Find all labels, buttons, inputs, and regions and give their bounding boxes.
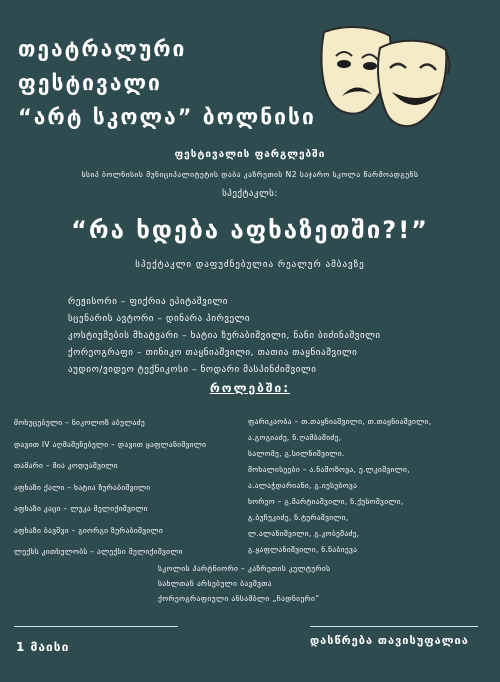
theater-masks-icon [316,22,452,132]
role-item: ა.გოგიაძე, ნ.ღამბაშიძე, [248,433,342,442]
footer-divider [310,626,478,627]
role-item: აფხაზი ქალი – ხატია ზურაბიშვილი [14,482,151,492]
role-item: აფხაზი კაცი – ლუკა მელიქიშვილი [14,504,148,513]
role-item: დავით IV აღმაშენებელი – დავით ყაფლანიშვილი [14,439,207,449]
festival-title-line: “არტ სკოლა” ბოლნისი [18,105,316,129]
festival-title-line: თეატრალური [18,37,187,61]
happy-mask [378,41,450,126]
roles-list-right [248,414,431,558]
role-item: ხორეო – გ.მარტიაშვილი, ნ.ქუსოშვილი, [248,497,404,506]
crew-item: კოსტიუმების მხატვარი – ხატია ზურაბიშვილი, ნანი ბიძინაშვილი [68,331,381,341]
role-item: გ.ბუჩუკიძე, ნ.ტურაშვილი, [248,513,349,522]
play-title: “რა ხდება აფხაზეთში?!” [71,216,429,244]
partner-line: სახლთან არსებული ბავშვთა [158,579,272,588]
crew-item: სცენარის ავტორი – დინარა პირველი [68,314,251,324]
intro-line: სსიპ ბოლნისის მუნიციპალიტეტის დაბა კაზრეთის N2 საჯარო სკოლა წარმოადგენს [81,170,419,179]
role-item: მოხალისეები – ა.ნამოზოვა, ე.ლკიშვილი, [248,465,410,474]
crew-list [68,294,381,379]
festival-title-line: ფესტივალი [18,71,162,95]
role-item: ლექსს კითხულობს – ალექსი მელიქიშვილი [14,547,183,556]
role-item: ა.ალაჭდარიანი, გ.იუსუბოვა [248,481,358,490]
crew-item: ქორეოგრაფი – თინიკო თაყნიაშვილი, თათია თაყნიაშვილი [68,348,358,358]
intro-heading: ფესტივალის ფარგლებში [174,149,326,160]
crew-item: აუდიო/ვიდეო ტექნიკოსი – ნოდარი მასპინძიშვილი [68,365,317,375]
free-entry-note: დასწრება თავისუფალია [310,634,469,647]
partner-line: ქორეოგრაფიული ანსამბლი „ჩადნიერი“ [158,594,320,603]
role-item: ფარიკაობა – თ.თაყნიაშვილი, თ.თაყნიაშვილი, [248,417,432,426]
intro-line: სპექტაკლს: [222,189,278,199]
event-date: 1 მაისი [16,640,70,654]
play-note: სპექტაკლი დაფუძნებულია რეალურ ამბავზე [135,260,365,270]
roles-list-left [14,412,206,563]
role-item: გ.ყაფლანიშვილი, ნ.ნაბიევა [248,545,358,554]
role-item: სალომე, გ.სილნიშვილი. [248,449,345,458]
crew-item: რეჟისორი – ფიქრია ეპიტაშვილი [68,297,229,307]
partners-block [158,561,330,606]
roles-heading: როლებში: [209,381,291,395]
role-item: აფხაზი ბავშვი – გიორგი ზურაბიშვილი [14,525,164,535]
festival-title [18,32,316,134]
partner-line: სკოლის პარტნიორი – კაზრეთის კულტურის [158,564,331,573]
role-item: მოხუცებული – ნიკოლოზ აბულაძე [14,418,145,427]
role-item: ლ.ალანიშვილი, გ.კობეშაძე, [248,529,360,538]
footer-divider [14,626,178,627]
role-item: თამარი – მია კოდუაშვილი [14,461,118,470]
